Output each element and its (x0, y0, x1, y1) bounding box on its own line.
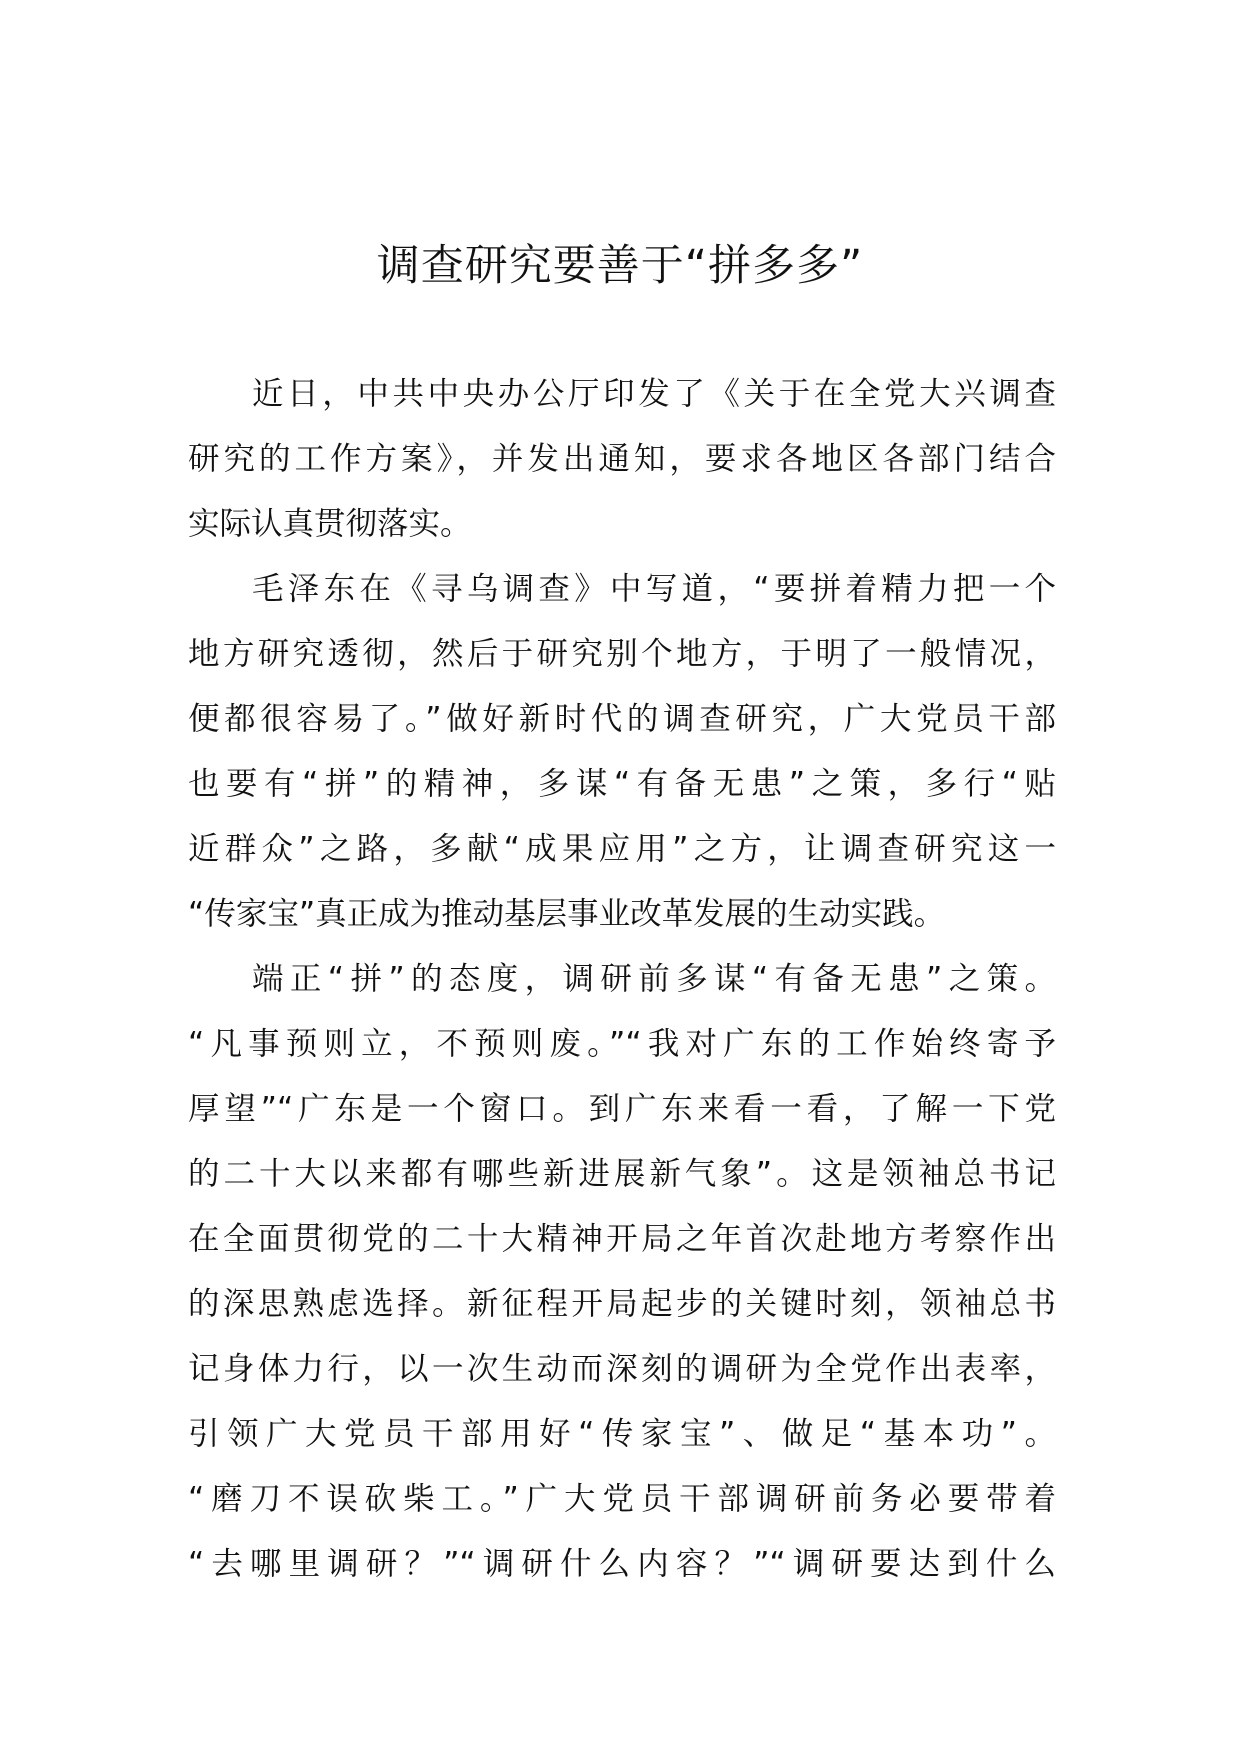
paragraph-2-line-4: 也要有“拼”的精神，多谋“有备无患”之策，多行“贴 (188, 766, 1056, 802)
document-body (188, 362, 1056, 1597)
paragraph-2-line-5: 近群众”之路，多献“成果应用”之方，让调查研究这一 (188, 831, 1056, 867)
paragraph-3-line-2: “凡事预则立，不预则废。”“我对广东的工作始终寄予 (188, 1026, 1056, 1062)
paragraph-2-line-2: 地方研究透彻，然后于研究别个地方，于明了一般情况， (188, 636, 1056, 672)
paragraph-3-line-8: 引领广大党员干部用好“传家宝”、做足“基本功”。 (188, 1416, 1056, 1452)
paragraph-2-line-3: 便都很容易了。”做好新时代的调查研究，广大党员干部 (188, 701, 1056, 737)
paragraph-3-line-5: 在全面贯彻党的二十大精神开局之年首次赴地方考察作出 (188, 1221, 1056, 1257)
document-title: 调查研究要善于“拼多多” (376, 241, 864, 291)
paragraph-3-line-4: 的二十大以来都有哪些新进展新气象”。这是领袖总书记 (188, 1156, 1056, 1192)
paragraph-3-line-3: 厚望”“广东是一个窗口。到广东来看一看，了解一下党 (188, 1091, 1056, 1127)
paragraph-1-line-1: 近日，中共中央办公厅印发了《关于在全党大兴调查 (252, 376, 1056, 412)
paragraph-3-line-9: “磨刀不误砍柴工。”广大党员干部调研前务必要带着 (188, 1481, 1056, 1517)
paragraph-2-line-6: “传家宝”真正成为推动基层事业改革发展的生动实践。 (188, 896, 946, 932)
paragraph-3-line-1: 端正“拼”的态度，调研前多谋“有备无患”之策。 (252, 961, 1056, 997)
paragraph-3-line-10: “去哪里调研？”“调研什么内容？”“调研要达到什么 (188, 1546, 1056, 1582)
paragraph-2-line-1: 毛泽东在《寻乌调查》中写道，“要拼着精力把一个 (252, 571, 1056, 607)
paragraph-1-line-2: 研究的工作方案》，并发出通知，要求各地区各部门结合 (188, 441, 1056, 477)
paragraph-3-line-6: 的深思熟虑选择。新征程开局起步的关键时刻，领袖总书 (188, 1286, 1056, 1322)
paragraph-1-line-3: 实际认真贯彻落实。 (188, 506, 472, 542)
paragraph-3-line-7: 记身体力行，以一次生动而深刻的调研为全党作出表率， (188, 1351, 1056, 1387)
